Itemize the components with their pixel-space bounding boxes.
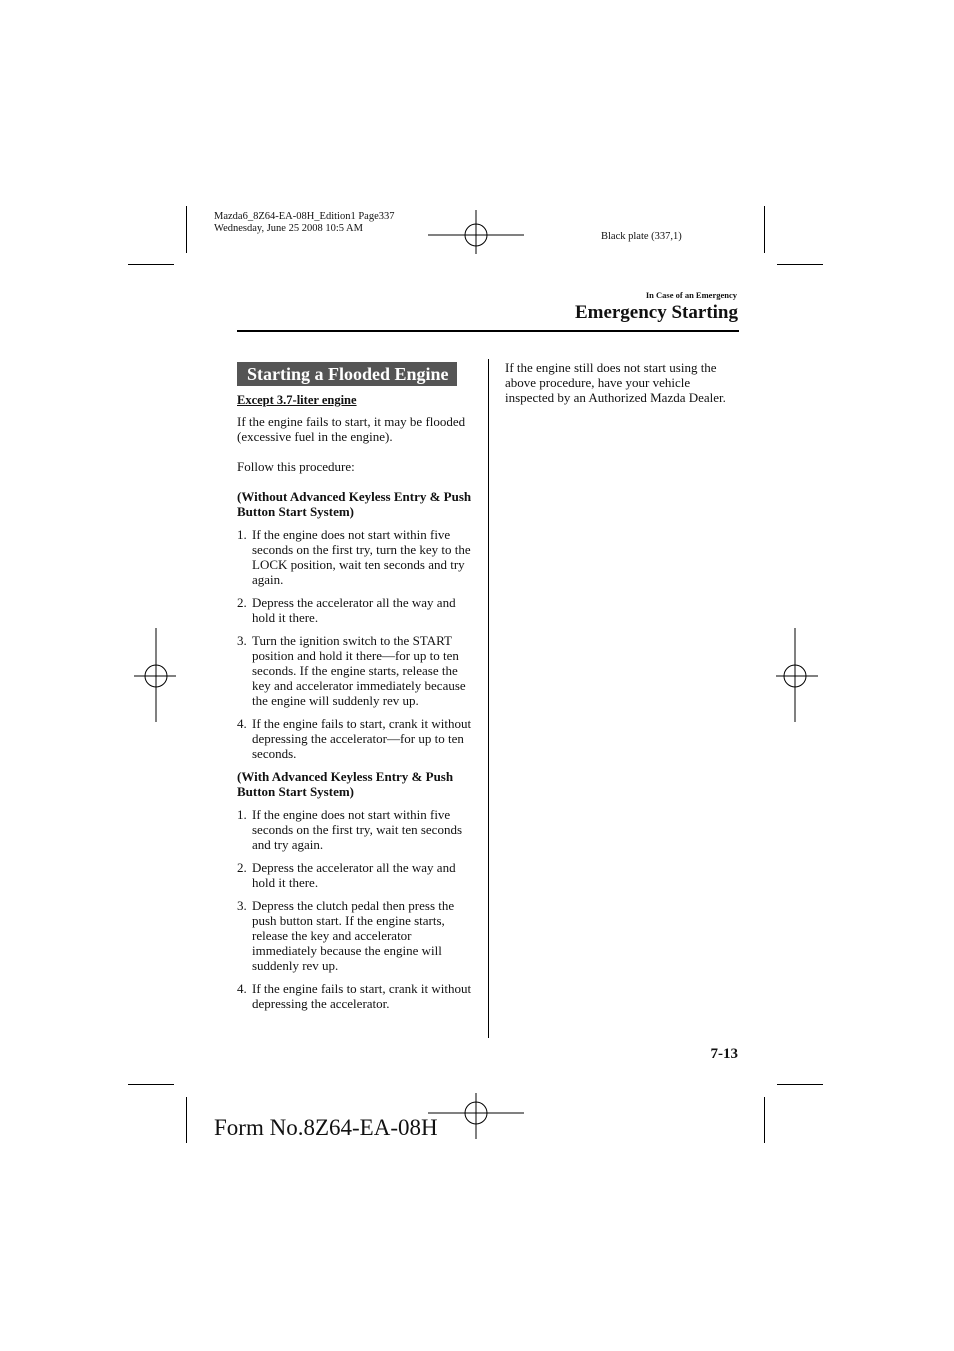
page-title: Emergency Starting bbox=[574, 302, 738, 323]
registration-mark-icon bbox=[776, 628, 818, 722]
crop-mark bbox=[777, 264, 823, 265]
list-item bbox=[237, 595, 473, 625]
print-meta-line1: Mazda6_8Z64-EA-08H_Edition1 Page337 bbox=[214, 211, 395, 222]
step-number: 1. bbox=[237, 807, 247, 822]
plate-label: Black plate (337,1) bbox=[601, 231, 682, 242]
step-text: Depress the accelerator all the way and hold it there. bbox=[252, 595, 456, 625]
crop-mark bbox=[186, 1097, 187, 1143]
step-number: 4. bbox=[237, 716, 247, 731]
step-text: Depress the accelerator all the way and hold it there. bbox=[252, 860, 456, 890]
crop-mark bbox=[777, 1084, 823, 1085]
right-paragraph: If the engine still does not start using the above procedure, have your vehicle inspected by an Authorized Mazda Dealer. bbox=[505, 360, 726, 405]
steps-list bbox=[237, 527, 473, 761]
list-item bbox=[237, 860, 473, 890]
intro-paragraph: If the engine fails to start, it may be flooded (excessive fuel in the engine). bbox=[237, 414, 466, 444]
header-rule bbox=[237, 330, 739, 332]
step-number: 2. bbox=[237, 860, 247, 875]
crop-mark bbox=[764, 206, 765, 253]
step-number: 3. bbox=[237, 633, 247, 648]
group-title: (Without Advanced Keyless Entry & Push Button Start System) bbox=[237, 489, 472, 519]
list-item bbox=[237, 716, 473, 761]
steps-list bbox=[237, 807, 473, 1011]
registration-mark-icon bbox=[134, 628, 176, 722]
list-item bbox=[237, 527, 473, 587]
section-label: In Case of an Emergency bbox=[645, 290, 737, 300]
crop-mark bbox=[128, 1084, 174, 1085]
list-item bbox=[237, 981, 473, 1011]
registration-mark-icon bbox=[428, 1093, 524, 1139]
step-number: 1. bbox=[237, 527, 247, 542]
crop-mark bbox=[186, 206, 187, 253]
subheading: Except 3.7-liter engine bbox=[237, 393, 357, 407]
list-item bbox=[237, 807, 473, 852]
step-number: 3. bbox=[237, 898, 247, 913]
print-meta-line2: Wednesday, June 25 2008 10:5 AM bbox=[214, 223, 363, 234]
column-divider bbox=[488, 359, 489, 1038]
crop-mark bbox=[128, 264, 174, 265]
list-item bbox=[237, 633, 473, 708]
form-number: Form No.8Z64-EA-08H bbox=[214, 1115, 438, 1140]
section-heading: Starting a Flooded Engine bbox=[237, 362, 457, 386]
group-title: (With Advanced Keyless Entry & Push Button Start System) bbox=[237, 769, 454, 799]
step-text: If the engine fails to start, crank it without depressing the accelerator—for up to ten seconds. bbox=[252, 716, 472, 761]
registration-mark-icon bbox=[428, 210, 524, 254]
crop-mark bbox=[764, 1097, 765, 1143]
follow-paragraph: Follow this procedure: bbox=[237, 459, 355, 474]
step-text: Depress the clutch pedal then press the push button start. If the engine starts, release the key and accelerator immediately because the engine will suddenly rev up. bbox=[252, 898, 455, 973]
page-number: 7-13 bbox=[710, 1046, 738, 1062]
step-number: 4. bbox=[237, 981, 247, 996]
step-text: If the engine does not start within five seconds on the first try, wait ten seconds and try again. bbox=[252, 807, 462, 852]
list-item bbox=[237, 898, 473, 973]
step-number: 2. bbox=[237, 595, 247, 610]
step-text: If the engine does not start within five seconds on the first try, turn the key to the LOCK position, wait ten seconds and try again. bbox=[252, 527, 471, 587]
print-meta bbox=[214, 211, 434, 235]
step-text: Turn the ignition switch to the START position and hold it there—for up to ten seconds. If the engine starts, release the key and accelerator immediately because the engine will suddenly rev up. bbox=[252, 633, 466, 708]
step-text: If the engine fails to start, crank it without depressing the accelerator. bbox=[252, 981, 472, 1011]
left-column bbox=[237, 362, 473, 1019]
